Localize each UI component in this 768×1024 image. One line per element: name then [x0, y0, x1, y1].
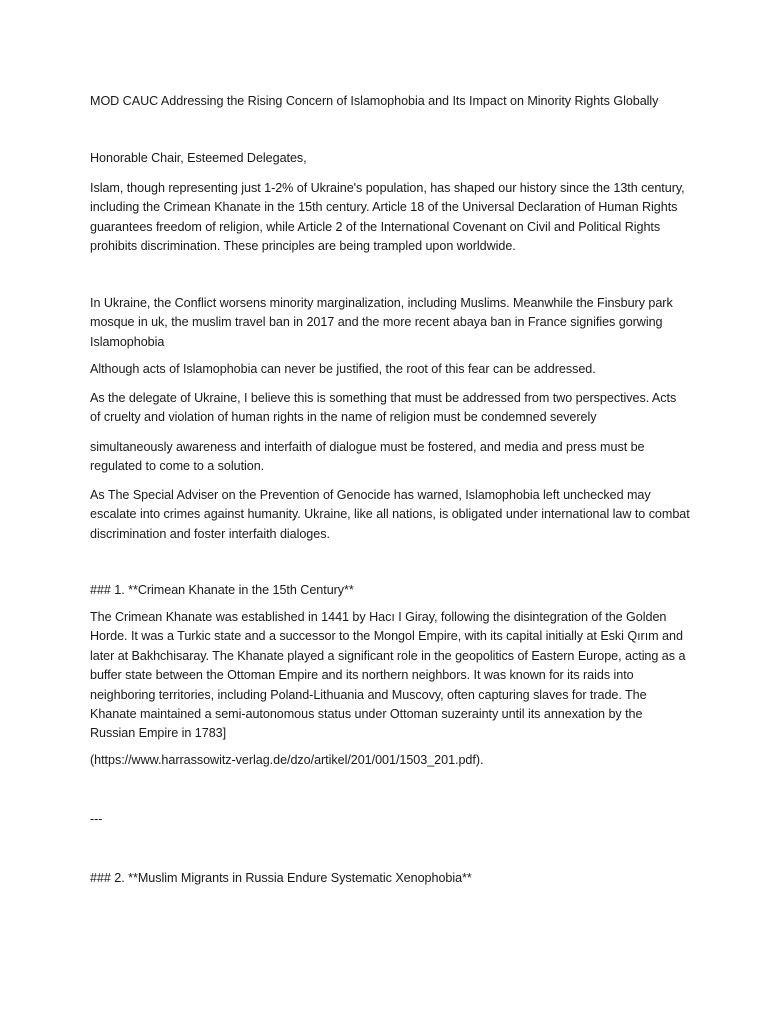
divider-text: ---: [90, 812, 103, 826]
paragraph-crimean-khanate: The Crimean Khanate was established in 1441 by Hacı I Giray, following the disintegration of the Golden Horde. It was a Turkic state and a successor to the Mongol Empire, with its capital initially at Eski Qırım and later at Bakhchisaray. The Khanate played a significant role in the geopolitics of Eastern Europe, acting as a buffer state between the Ottoman Empire and its northern neighbors. It was known for its raids into neighboring territories, including Poland-Lithuania and Muscovy, often capturing slaves for trade. The Khanate maintained a semi-autonomous status under Ottoman suzerainty until its annexation by the Russian Empire in 1783]: [90, 610, 686, 741]
paragraph-genocide-warning: As The Special Adviser on the Prevention of Genocide has warned, Islamophobia left unchecked may escalate into crimes against humanity. Ukraine, like all nations, is obligated under international law to combat discrimination and foster interfaith dialoges.: [90, 488, 690, 541]
section-heading-2: ### 2. **Muslim Migrants in Russia Endure Systematic Xenophobia**: [90, 871, 472, 885]
document-title: MOD CAUC Addressing the Rising Concern of Islamophobia and Its Impact on Minority Rights Globally: [90, 94, 659, 108]
section-heading-1: ### 1. **Crimean Khanate in the 15th Century**: [90, 583, 354, 597]
paragraph-conflict: In Ukraine, the Conflict worsens minority marginalization, including Muslims. Meanwhile the Finsbury park mosque in uk, the muslim travel ban in 2017 and the more recent abaya ban in France signifies gorwing Islamophobia: [90, 296, 673, 349]
paragraph-justification: Although acts of Islamophobia can never be justified, the root of this fear can be addressed.: [90, 362, 596, 376]
reference-link: (https://www.harrassowitz-verlag.de/dzo/artikel/201/001/1503_201.pdf).: [90, 753, 484, 767]
salutation: Honorable Chair, Esteemed Delegates,: [90, 151, 307, 165]
paragraph-dialogue: simultaneously awareness and interfaith of dialogue must be fostered, and media and press must be regulated to come to a solution.: [90, 440, 645, 474]
paragraph-intro: Islam, though representing just 1-2% of Ukraine's population, has shaped our history since the 13th century, including the Crimean Khanate in the 15th century. Article 18 of the Universal Declaration of Human Rights guarantees freedom of religion, while Article 2 of the International Covenant on Civil and Political Rights prohibits discrimination. These principles are being trampled upon worldwide.: [90, 181, 685, 254]
paragraph-perspectives: As the delegate of Ukraine, I believe this is something that must be addressed from two perspectives. Acts of cruelty and violation of human rights in the name of religion must be condemned severely: [90, 391, 677, 425]
